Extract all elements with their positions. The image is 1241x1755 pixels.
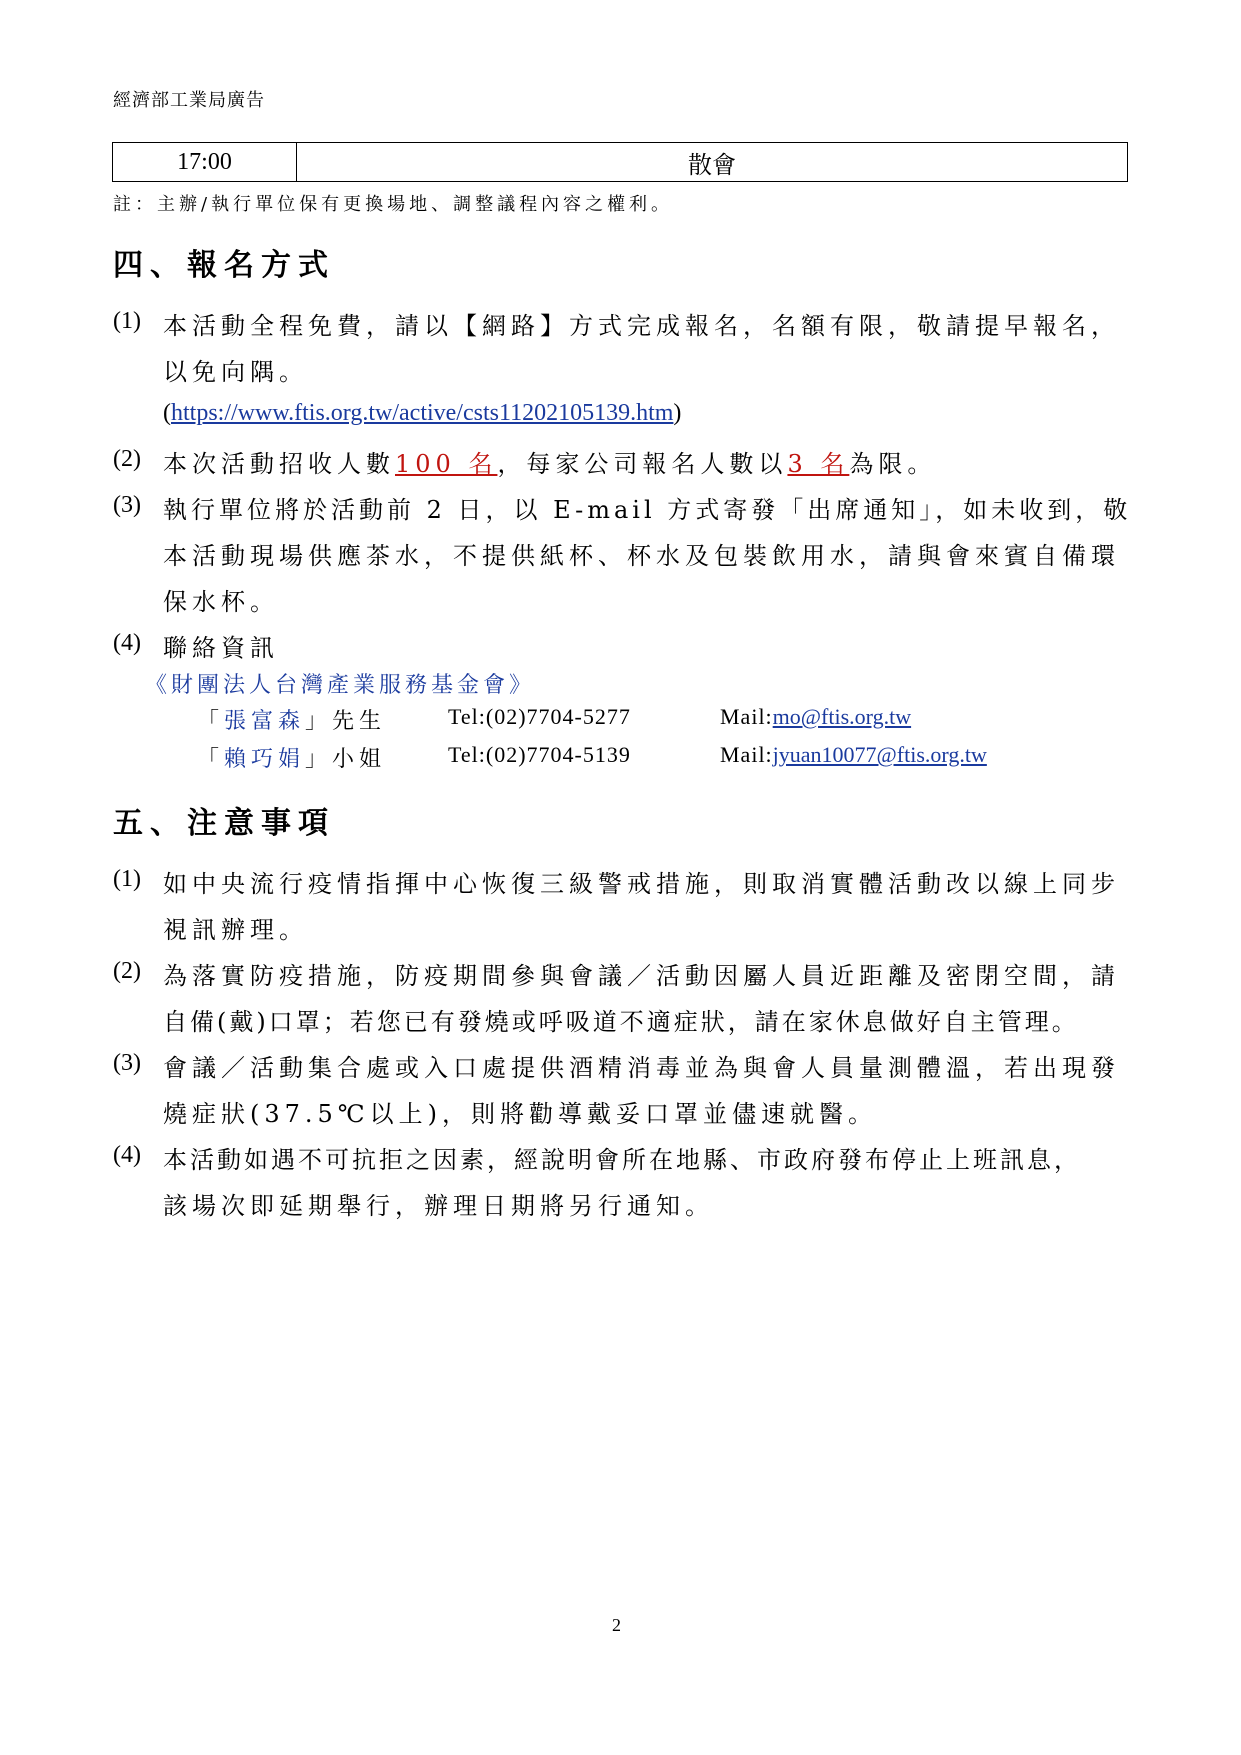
agenda-time: 17:00 — [113, 143, 297, 182]
section-title-registration: 四、報名方式 — [113, 248, 335, 283]
contact-mail-link[interactable]: mo@ftis.org.tw — [772, 704, 912, 729]
contact-tel: Tel:(02)7704-5139 — [448, 742, 631, 767]
capacity-highlight: 100 名 — [395, 450, 498, 478]
list-item-number: (3) — [113, 1050, 141, 1076]
organization-name: 《財團法人台灣產業服務基金會》 — [145, 673, 536, 698]
page-header: 經濟部工業局廣告 — [113, 90, 265, 111]
list-item-text: 為落實防疫措施，防疫期間參與會議／活動因屬人員近距離及密閉空間，請 — [163, 962, 1120, 990]
contact-mail: Mail:jyuan10077@ftis.org.tw — [720, 742, 987, 767]
contact-mail: Mail:mo@ftis.org.tw — [720, 704, 912, 729]
list-item-number: (3) — [113, 492, 141, 518]
list-item-text: 該場次即延期舉行，辦理日期將另行通知。 — [163, 1192, 714, 1220]
list-item-text: 保水杯。 — [163, 588, 279, 616]
list-item-number: (1) — [113, 308, 141, 334]
list-item-text: 本次活動招收人數100 名，每家公司報名人數以3 名為限。 — [163, 450, 937, 478]
section-title-notices: 五、注意事項 — [113, 806, 335, 841]
list-item-number: (2) — [113, 958, 141, 984]
registration-link-line: (https://www.ftis.org.tw/active/csts11202105139.htm) — [163, 400, 682, 426]
agenda-table — [112, 142, 1128, 182]
list-item-number: (1) — [113, 866, 141, 892]
list-item-text: 本活動全程免費，請以【網路】方式完成報名，名額有限，敬請提早報名， — [163, 312, 1120, 340]
list-item-text: 執行單位將於活動前 2 日，以 E-mail 方式寄發「出席通知」，如未收到，敬 — [163, 496, 1132, 524]
contact-mail-link[interactable]: jyuan10077@ftis.org.tw — [772, 742, 987, 767]
list-item-text: 會議／活動集合處或入口處提供酒精消毒並為與會人員量測體溫，若出現發 — [163, 1054, 1120, 1082]
per-company-limit-highlight: 3 名 — [787, 450, 850, 478]
list-item-text: 本活動如遇不可抗拒之因素，經說明會所在地縣、市政府發布停止上班訊息， — [163, 1146, 1081, 1174]
list-item-text: 視訊辦理。 — [163, 916, 308, 944]
contact-name: 「張富森」先生 — [197, 709, 387, 734]
contact-name: 「賴巧娟」小姐 — [197, 747, 387, 772]
contact-label: 聯絡資訊 — [163, 634, 279, 662]
list-item-number: (4) — [113, 1142, 141, 1168]
agenda-item: 散會 — [297, 143, 1128, 182]
list-item-text: 本活動現場供應茶水，不提供紙杯、杯水及包裝飲用水，請與會來賓自備環 — [163, 542, 1120, 570]
page-number: 2 — [612, 1615, 621, 1635]
list-item-text: 如中央流行疫情指揮中心恢復三級警戒措施，則取消實體活動改以線上同步 — [163, 870, 1120, 898]
list-item-text: 以免向隅。 — [163, 358, 308, 386]
list-item-text: 燒症狀(37.5℃以上)，則將勸導戴妥口罩並儘速就醫。 — [163, 1100, 878, 1128]
table-row — [113, 143, 1128, 182]
registration-link[interactable]: https://www.ftis.org.tw/active/csts11202105139.htm — [171, 400, 674, 426]
list-item-number: (2) — [113, 446, 141, 472]
agenda-note: 註：主辦/執行單位保有更換場地、調整議程內容之權利。 — [113, 194, 674, 215]
contact-tel: Tel:(02)7704-5277 — [448, 704, 631, 729]
list-item-number: (4) — [113, 630, 141, 656]
list-item-text: 自備(戴)口罩；若您已有發燒或呼吸道不適症狀，請在家休息做好自主管理。 — [163, 1008, 1079, 1036]
